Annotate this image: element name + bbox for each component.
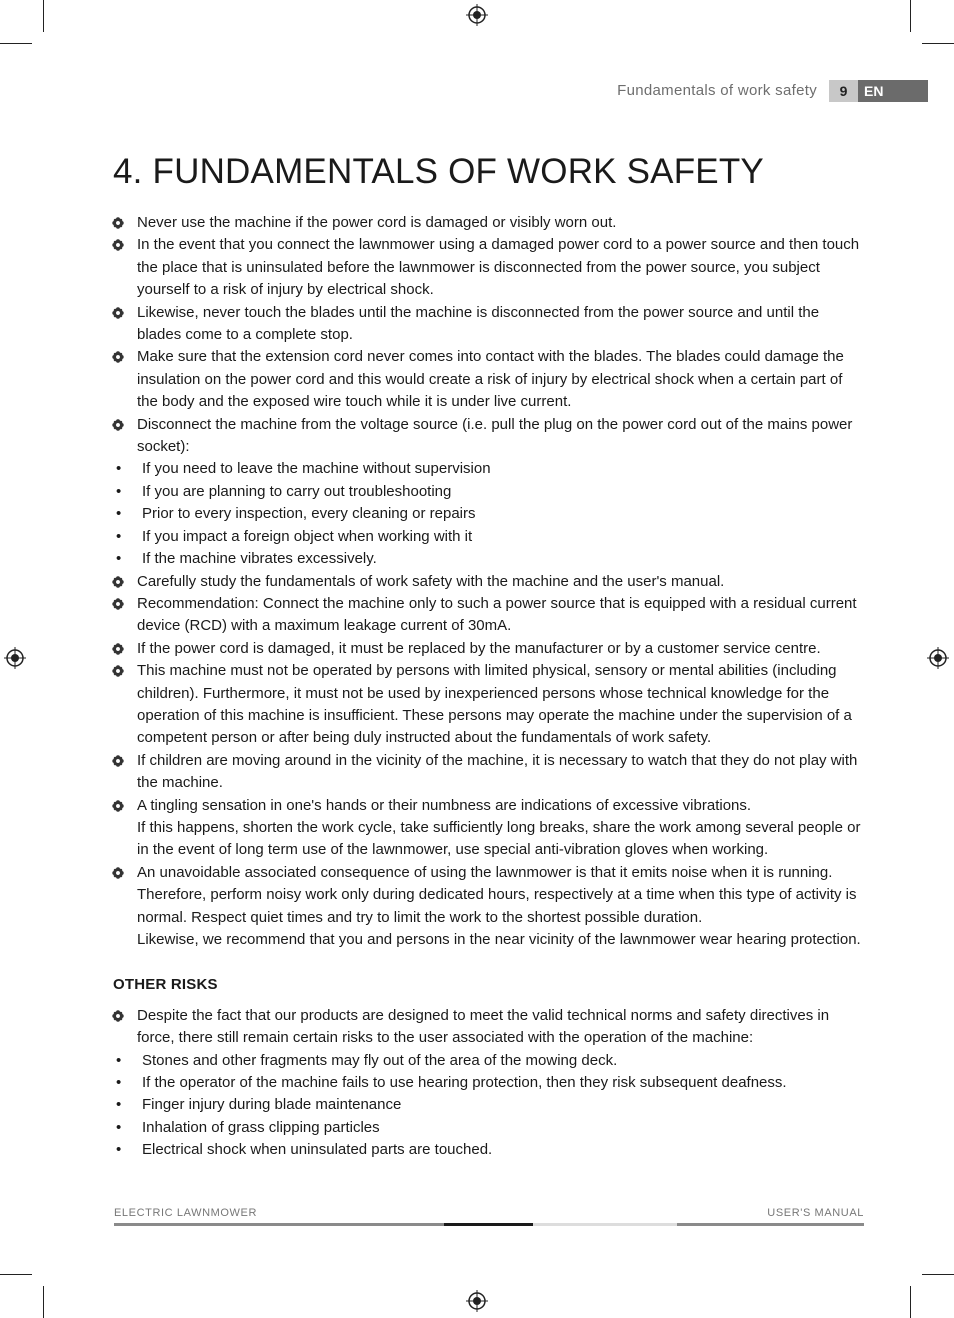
header-section-title: Fundamentals of work safety xyxy=(617,82,817,99)
sub-list-item: • If you are planning to carry out troubleshooting xyxy=(113,481,865,503)
dot-bullet-icon: • xyxy=(116,550,122,568)
flower-bullet-icon xyxy=(112,351,124,363)
sub-list-item: • Electrical shock when uninsulated parts are touched. xyxy=(113,1139,865,1161)
flower-bullet-icon xyxy=(112,1010,124,1022)
crop-mark xyxy=(43,0,44,32)
dot-bullet-icon: • xyxy=(116,1051,122,1069)
list-item: Carefully study the fundamentals of work safety with the machine and the user's manual. xyxy=(113,571,865,593)
flower-bullet-icon xyxy=(112,598,124,610)
sub-list-item: • Stones and other fragments may fly out of the area of the mowing deck. xyxy=(113,1050,865,1072)
language-badge: EN xyxy=(858,80,928,102)
sub-list-item: • If you need to leave the machine without supervision xyxy=(113,458,865,480)
flower-bullet-icon xyxy=(112,419,124,431)
page-header xyxy=(0,80,954,102)
list-item: Make sure that the extension cord never comes into contact with the blades. The blades could damage the insulation on the power cord and this would create a risk of injury by electrical shock when a certain part of the body and the exposed wire touch while it is under live current. xyxy=(113,346,865,413)
safety-list xyxy=(113,212,865,951)
list-item: Likewise, never touch the blades until the machine is disconnected from the power source and until the blades come to a complete stop. xyxy=(113,302,865,347)
flower-bullet-icon xyxy=(112,665,124,677)
other-risks-list xyxy=(113,1005,865,1162)
crop-mark xyxy=(910,0,911,32)
flower-bullet-icon xyxy=(112,576,124,588)
sub-list-item: • Finger injury during blade maintenance xyxy=(113,1094,865,1116)
list-item: Disconnect the machine from the voltage source (i.e. pull the plug on the power cord out of the mains power socket): • If you need to leave the machine without supervision • If you are planning to carry out troubleshooting • Prior to every inspection, every cleaning or repairs • If you impact a foreign object when working with it • If the machine vibrates excessively. xyxy=(113,414,865,571)
list-item: If children are moving around in the vicinity of the machine, it is necessary to watch that they do not play with the machine. xyxy=(113,750,865,795)
registration-mark-icon xyxy=(927,647,949,669)
footer-bar xyxy=(114,1223,864,1226)
flower-bullet-icon xyxy=(112,800,124,812)
section-heading-other-risks: OTHER RISKS xyxy=(113,976,218,994)
list-item: Despite the fact that our products are designed to meet the valid technical norms and safety directives in force, there still remain certain risks to the user associated with the operation of the machine: • Stones and other fragments may fly out of the area of the mowing deck. • If the operator of the machine fails to use hearing protection, then they risk subsequent deafness. • Finger injury during blade maintenance • Inhalation of grass clipping particles • Electrical shock when uninsulated parts are touched. xyxy=(113,1005,865,1162)
list-item: Recommendation: Connect the machine only to such a power source that is equipped with a residual current device (RCD) with a maximum leakage current of 30mA. xyxy=(113,593,865,638)
dot-bullet-icon: • xyxy=(116,482,122,500)
flower-bullet-icon xyxy=(112,239,124,251)
registration-mark-icon xyxy=(466,4,488,26)
footer-document-type: USER'S MANUAL xyxy=(767,1207,864,1219)
sub-list-item: • Inhalation of grass clipping particles xyxy=(113,1117,865,1139)
list-item: In the event that you connect the lawnmower using a damaged power cord to a power source and then touch the place that is uninsulated before the lawnmower is disconnected from the power source, you subject yourself to a risk of injury by electrical shock. xyxy=(113,234,865,301)
crop-mark xyxy=(910,1286,911,1318)
dot-bullet-icon: • xyxy=(116,1074,122,1092)
dot-bullet-icon: • xyxy=(116,460,122,478)
disconnect-sublist xyxy=(113,458,865,570)
flower-bullet-icon xyxy=(112,643,124,655)
main-content xyxy=(113,212,865,1162)
crop-mark xyxy=(0,43,32,44)
sub-list-item: • If the operator of the machine fails to use hearing protection, then they risk subsequent deafness. xyxy=(113,1072,865,1094)
flower-bullet-icon xyxy=(112,867,124,879)
flower-bullet-icon xyxy=(112,217,124,229)
dot-bullet-icon: • xyxy=(116,1118,122,1136)
footer-bar-segment xyxy=(114,1223,444,1226)
crop-mark xyxy=(922,43,954,44)
list-item: If the power cord is damaged, it must be replaced by the manufacturer or by a customer service centre. xyxy=(113,638,865,660)
dot-bullet-icon: • xyxy=(116,1141,122,1159)
list-item: A tingling sensation in one's hands or their numbness are indications of excessive vibrations. If this happens, shorten the work cycle, take sufficiently long breaks, share the work among several people or in the event of long term use of the lawnmower, use special anti-vibration gloves when working. xyxy=(113,795,865,862)
page-title: 4. FUNDAMENTALS OF WORK SAFETY xyxy=(113,152,764,191)
dot-bullet-icon: • xyxy=(116,1096,122,1114)
sub-list-item: • Prior to every inspection, every cleaning or repairs xyxy=(113,503,865,525)
flower-bullet-icon xyxy=(112,307,124,319)
flower-bullet-icon xyxy=(112,755,124,767)
footer-bar-segment xyxy=(677,1223,864,1226)
sub-list-item: • If the machine vibrates excessively. xyxy=(113,548,865,570)
footer-product-name: ELECTRIC LAWNMOWER xyxy=(114,1207,258,1219)
list-item: This machine must not be operated by persons with limited physical, sensory or mental abilities (including children). Furthermore, it must not be used by inexperienced persons whose technical knowledge for the operation of this machine is insufficient. These persons may operate the machine under the supervision of a competent person or after being duly instructed about the fundamentals of work safety. xyxy=(113,660,865,750)
crop-mark xyxy=(43,1286,44,1318)
sub-list-item: • If you impact a foreign object when working with it xyxy=(113,526,865,548)
registration-mark-icon xyxy=(4,647,26,669)
list-item: An unavoidable associated consequence of using the lawnmower is that it emits noise when it is running. Therefore, perform noisy work only during dedicated hours, respectively at a time when this type of activity is normal. Respect quiet times and try to limit the work to the shortest possible duration. Likewise, we recommend that you and persons in the near vicinity of the lawnmower wear hearing protection. xyxy=(113,862,865,952)
registration-mark-icon xyxy=(466,1290,488,1312)
page-number: 9 xyxy=(829,80,858,102)
risks-sublist xyxy=(113,1050,865,1162)
footer-bar-segment xyxy=(533,1223,677,1226)
dot-bullet-icon: • xyxy=(116,505,122,523)
dot-bullet-icon: • xyxy=(116,527,122,545)
crop-mark xyxy=(922,1274,954,1275)
crop-mark xyxy=(0,1274,32,1275)
footer-bar-segment xyxy=(444,1223,533,1226)
list-item: Never use the machine if the power cord is damaged or visibly worn out. xyxy=(113,212,865,234)
